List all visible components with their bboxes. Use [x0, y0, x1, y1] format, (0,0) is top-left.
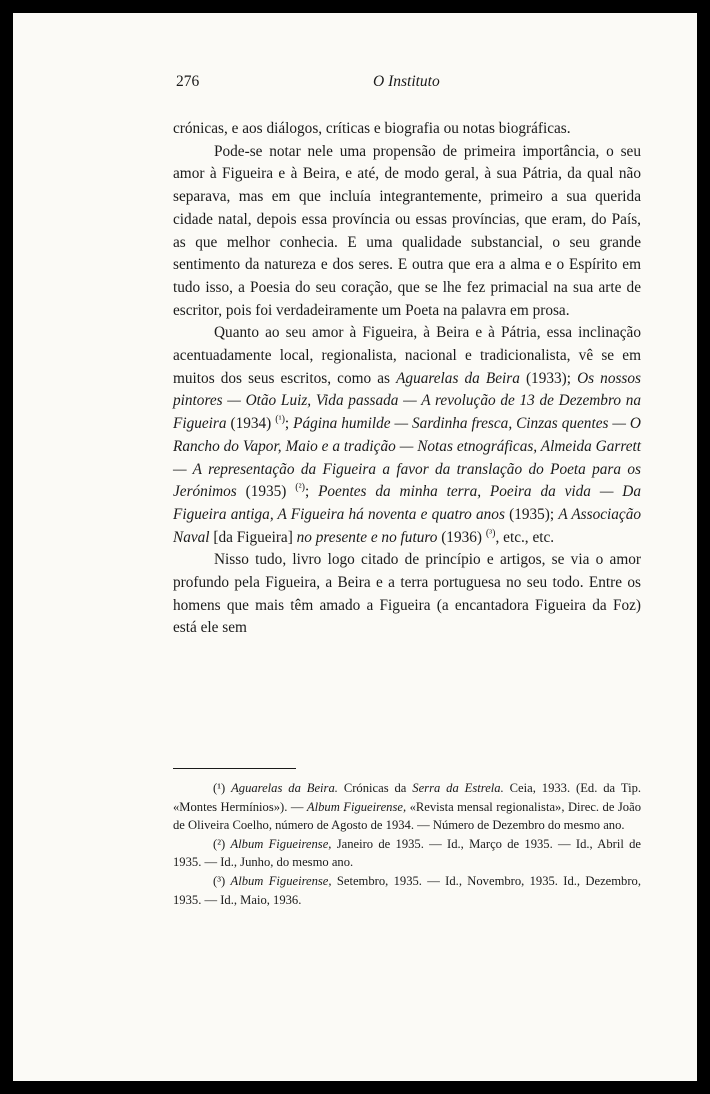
paragraph-1: crónicas, e aos diálogos, críticas e biografia ou notas biográficas. — [173, 120, 571, 137]
title-nossos-pintores: Os nossos pintores — Otão Luiz, Vida passada — A revolução de 13 de Dezembro na Figueira — [173, 369, 641, 433]
footnote-title: Serra da Estrela. — [412, 781, 504, 795]
footnote-text: Setembro, 1935. — Id., Novembro, 1935. Id., Dezembro, 1935. — Id., Maio, 1936. — [173, 873, 641, 907]
footnote-text: Ceia, 1933. (Ed. da Tip. «Montes Hermínios»). — — [173, 781, 642, 814]
footnotes — [173, 779, 641, 909]
footnote-ref-1[interactable]: (¹) — [275, 414, 285, 426]
footnote-mark: (¹) — [213, 781, 226, 795]
text-segment: , etc., etc. — [495, 528, 555, 546]
text-segment: (1936) — [437, 528, 486, 546]
footnote-title: Album Figueirense, — [230, 836, 332, 851]
text-segment: [da Figueira] — [209, 528, 297, 546]
book-page — [13, 13, 697, 1081]
paragraph-4: Nisso tudo, livro logo citado de princípio e artigos, se via o amor profundo pela Figueira, a Beira e a terra portuguesa no seu todo. Entre os homens que mais têm amado a Figueira (a encantadora Figueira da Foz) está ele sem — [173, 551, 641, 637]
text-segment: (1933); — [519, 369, 578, 387]
title-no-presente: no presente e no futuro — [296, 528, 438, 546]
footnote-3 — [173, 872, 641, 909]
footnote-1 — [173, 779, 641, 835]
text-segment: ; — [304, 483, 319, 501]
title-associacao-naval: A Associação Naval — [173, 505, 641, 546]
text-segment: (1935) — [236, 483, 296, 501]
main-text — [173, 118, 641, 640]
title-aguarelas: Aguarelas da Beira — [396, 369, 520, 387]
footnote-title: Album Figueirense, — [230, 873, 332, 888]
footnote-ref-2[interactable]: (²) — [295, 482, 305, 494]
footnote-rule — [173, 768, 296, 769]
footnote-title: Aguarelas da Beira. — [231, 781, 338, 795]
footnote-2 — [173, 835, 641, 872]
footnote-mark: (²) — [213, 836, 226, 851]
text-segment: (1934) — [226, 415, 276, 433]
running-title: O Instituto — [373, 73, 440, 90]
text-segment: Quanto ao seu amor à Figueira, à Beira e à Pátria, essa inclinação acentuadamente local, regionalista, nacional e tradicionalista, vê se em muitos dos seus escritos, como as — [173, 324, 641, 387]
text-segment: (1935); — [504, 505, 559, 523]
title-pagina-humilde: Página humilde — Sardinha fresca, Cinzas quentes — O Rancho do Vapor, Maio e a tradição — Notas etnográficas, Almeida Garrett — A representação da Figueira a favor da translação do Poeta para os Jerónimos — [173, 415, 641, 501]
running-header — [13, 73, 697, 103]
footnote-mark: (³) — [213, 873, 226, 888]
footnote-text: Janeiro de 1935. — Id., Março de 1935. — Id., Abril de 1935. — Id., Junho, do mesmo ano. — [173, 836, 641, 870]
footnote-title: Album Figueirense, — [306, 799, 407, 814]
title-poentes: Poentes da minha terra, Poeira da vida — Da Figueira antiga, A Figueira há noventa e quatro anos — [173, 483, 641, 523]
footnote-text: «Revista mensal regionalista», Direc. de João de Oliveira Coelho, número de Agosto de 1934. — Número de Dezembro do mesmo ano. — [173, 799, 641, 833]
footnote-ref-3[interactable]: (³) — [485, 527, 496, 539]
text-segment: ; — [284, 415, 294, 433]
page-number: 276 — [176, 73, 200, 90]
paragraph-2: Pode-se notar nele uma propensão de primeira importância, o seu amor à Figueira e à Beira, e até, de modo geral, à sua Pátria, da qual não separava, mas em que incluía integrantemente, primeiro a sua querida cidade natal, depois essa província ou essas províncias, que eram, do País, as que melhor conhecia. E uma qualidade substancial, o seu grande sentimento da natureza e dos seres. E outra que era a alma e o Espírito em tudo isso, a Poesia do seu coração, que se lhe fez primacial na sua arte de escritor, pois foi verdadeiramente um Poeta na palavra em prosa. — [173, 142, 641, 319]
footnote-text: Crónicas da — [337, 781, 413, 795]
paragraph-3 — [173, 322, 641, 549]
